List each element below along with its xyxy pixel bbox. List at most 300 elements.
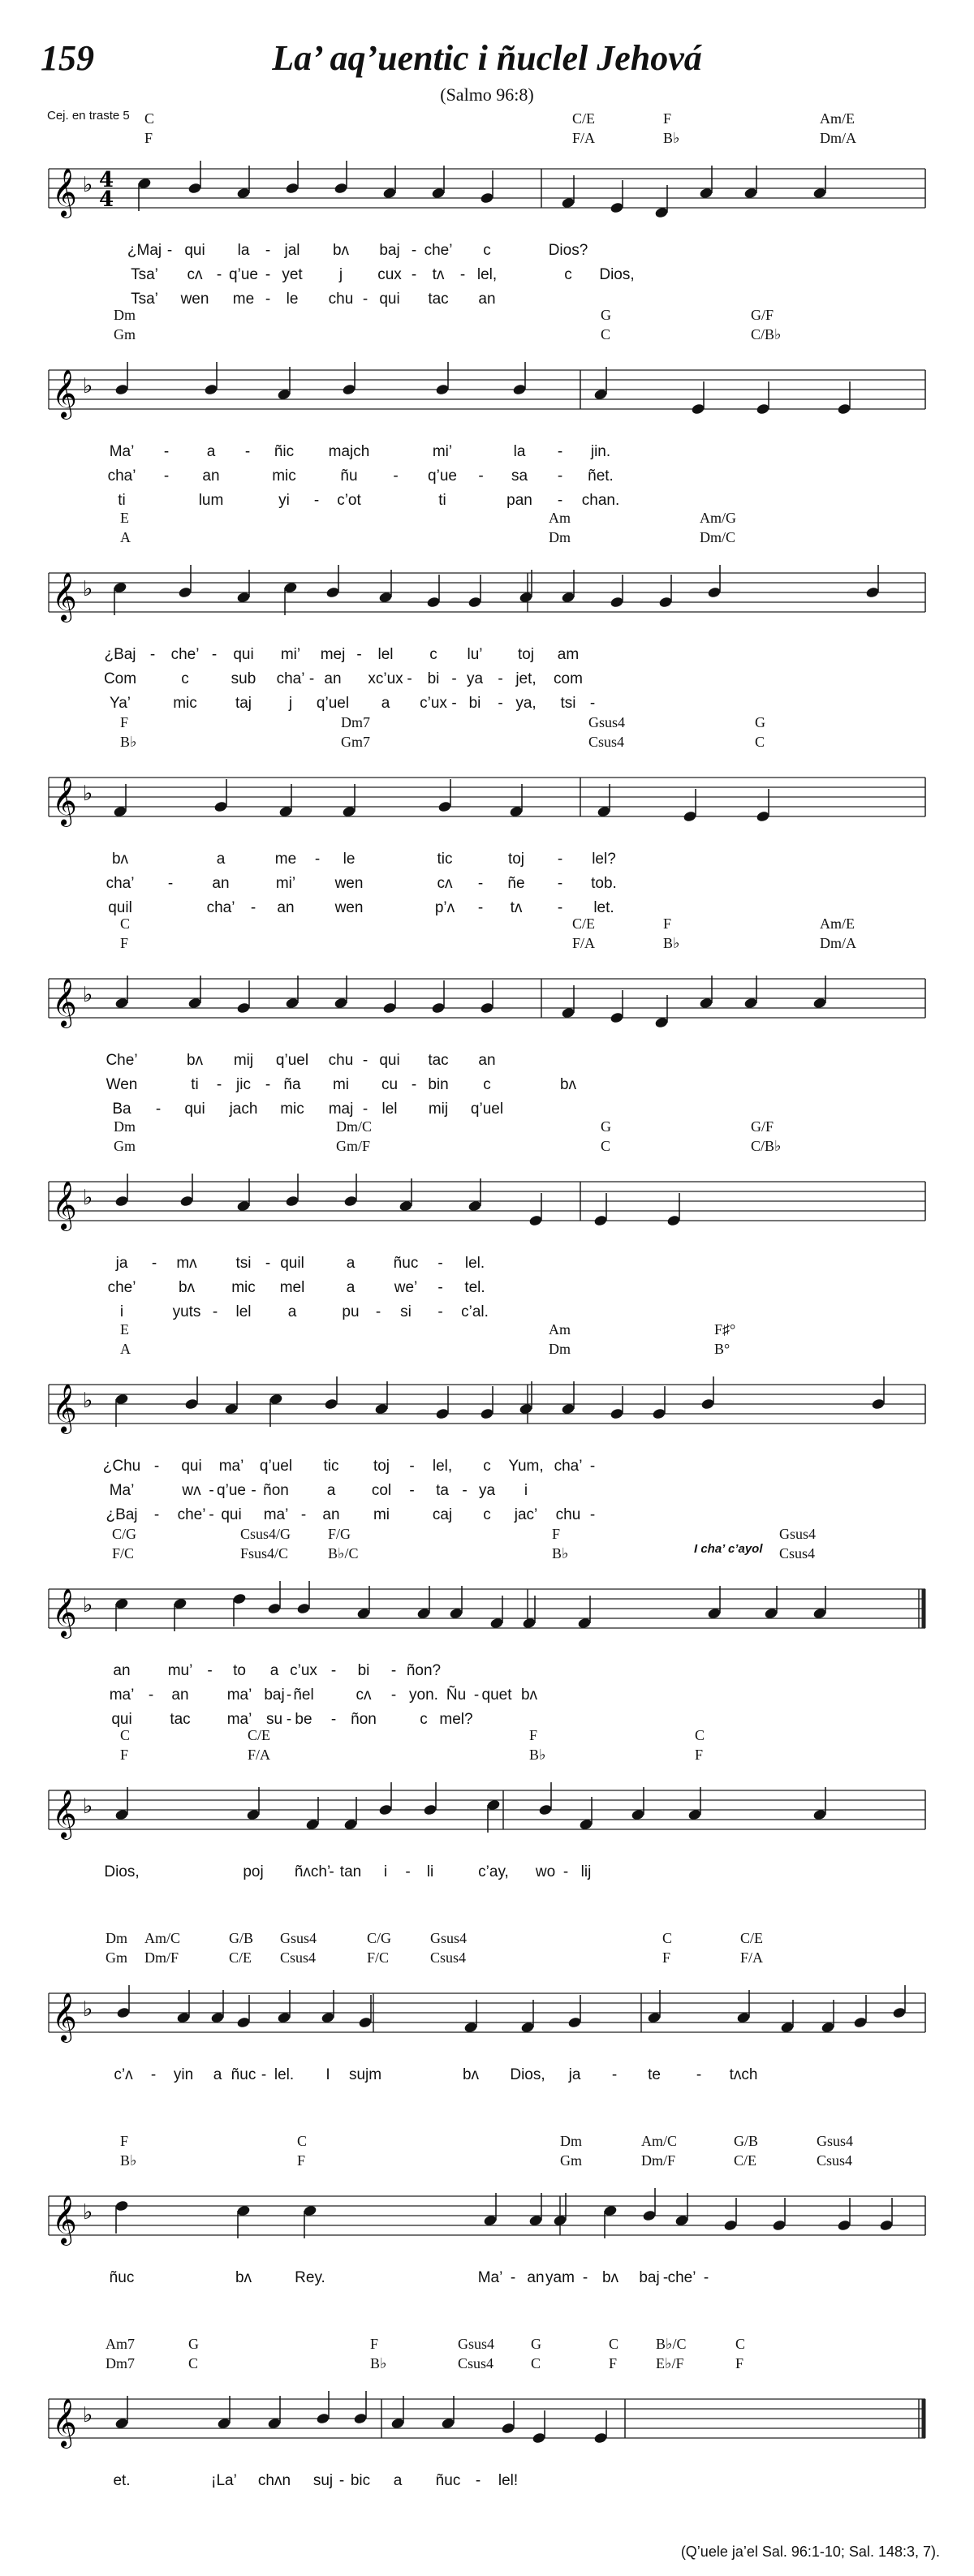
capo-chord-symbol: F/A: [572, 935, 596, 951]
lyric-syllable: ñuc: [435, 2472, 461, 2489]
lyric-syllable: caj: [432, 1506, 453, 1523]
lyric-syllable: tʌ: [510, 899, 523, 916]
chord-symbol: Dm/C: [336, 1118, 373, 1135]
chord-symbol: Dm: [560, 2133, 582, 2149]
staff: [0, 362, 974, 476]
lyric-syllable: qui: [221, 1506, 242, 1523]
lyric-syllable: mi’: [432, 443, 453, 460]
music-system: [0, 1930, 974, 2125]
capo-chord-symbol: C: [188, 2355, 199, 2371]
lyric-syllable: q’uel: [275, 1052, 309, 1069]
lyric-hyphen: -: [589, 1506, 596, 1523]
lyric-syllable: an: [527, 2269, 545, 2286]
lyric-syllable: li: [426, 1863, 434, 1880]
lyric-hyphen: -: [265, 1255, 271, 1272]
lyric-syllable: Ma’: [109, 1482, 135, 1499]
lyric-syllable: a: [206, 443, 216, 460]
chord-symbol: F: [663, 915, 672, 932]
lyric-hyphen: -: [557, 492, 563, 509]
lyric-syllable: yam: [545, 2269, 575, 2286]
capo-chord-symbol: Csus4: [280, 1949, 317, 1966]
chord-symbol: Gsus4: [458, 2336, 495, 2352]
lyric-syllable: bʌ: [235, 2269, 252, 2286]
time-signature: 4: [99, 187, 114, 212]
staff: [0, 2391, 974, 2505]
lyric-syllable: col: [371, 1482, 392, 1499]
lyric-syllable: c: [483, 1458, 491, 1475]
staff: [0, 1985, 974, 2099]
chord-symbol: F: [120, 2133, 129, 2149]
lyric-syllable: sa: [511, 467, 528, 485]
lyric-syllable: let.: [593, 899, 614, 916]
lyric-syllable: c’ʌ: [114, 2066, 133, 2083]
lyric-hyphen: -: [475, 2472, 481, 2489]
lyric-syllable: le: [286, 291, 299, 308]
capo-chord-symbol: F: [144, 130, 153, 146]
lyric-syllable: mi’: [275, 875, 296, 892]
treble-clef-icon: 𝄞: [52, 572, 77, 621]
lyric-syllable: an: [202, 467, 220, 485]
lyric-hyphen: -: [265, 242, 271, 259]
lyric-hyphen: -: [611, 2066, 618, 2083]
lyric-syllable: baj: [639, 2269, 660, 2286]
lyric-syllable: lel,: [476, 266, 498, 283]
chord-symbol: C/E: [572, 110, 596, 127]
lyric-hyphen: -: [211, 646, 218, 663]
chord-symbol: Dm: [114, 1118, 136, 1135]
capo-chord-symbol: B♭: [663, 935, 680, 951]
lyric-hyphen: -: [582, 2269, 588, 2286]
lyric-syllable: ¿Baj: [104, 646, 136, 663]
flat-key-signature-icon: ♭: [83, 374, 93, 398]
lyric-hyphen: -: [356, 646, 362, 663]
lyric-hyphen: -: [451, 670, 457, 687]
music-system: [0, 1321, 974, 1523]
chord-symbol: B♭/C: [656, 2336, 687, 2352]
lyric-syllable: lij: [580, 1863, 592, 1880]
capo-chord-symbol: B°: [714, 1341, 730, 1357]
capo-chord-symbol: B♭: [120, 2152, 137, 2169]
lyric-hyphen: -: [151, 1255, 157, 1272]
capo-chord-symbol: E♭/F: [656, 2355, 684, 2371]
capo-chord-symbol: Dm/A: [820, 935, 856, 951]
lyric-syllable: yet: [282, 266, 303, 283]
lyric-syllable: me: [274, 851, 297, 868]
lyric-hyphen: -: [313, 492, 320, 509]
lyric-syllable: ñon: [351, 1711, 377, 1728]
lyric-hyphen: -: [216, 266, 222, 283]
lyric-syllable: ñu: [340, 467, 358, 485]
capo-chord-symbol: F/C: [367, 1949, 390, 1966]
lyric-syllable: su: [265, 1711, 283, 1728]
music-system: [0, 106, 974, 308]
chord-symbol: G/F: [751, 307, 774, 323]
lyric-syllable: Dios,: [510, 2066, 545, 2083]
lyric-hyphen: -: [473, 1686, 480, 1704]
treble-clef-icon: 𝄞: [52, 1181, 77, 1230]
lyric-syllable: we’: [394, 1279, 418, 1296]
lyric-syllable: an: [277, 899, 295, 916]
lyric-syllable: yon.: [409, 1686, 438, 1704]
lyric-syllable: si: [400, 1303, 412, 1320]
chord-symbol: C: [735, 2336, 746, 2352]
lyric-syllable: a: [213, 2066, 222, 2083]
capo-chord-symbol: C/B♭: [751, 326, 782, 342]
lyric-syllable: qui: [111, 1711, 132, 1728]
capo-chord-symbol: Csus4: [588, 734, 625, 750]
lyric-syllable: Dios?: [548, 242, 588, 259]
chord-symbol: C: [609, 2336, 619, 2352]
lyric-syllable: Com: [103, 670, 137, 687]
lyric-syllable: toj: [507, 851, 525, 868]
lyric-syllable: an: [322, 1506, 340, 1523]
lyric-syllable: pan: [506, 492, 532, 509]
lyric-syllable: la: [513, 443, 526, 460]
lyric-syllable: ¿Maj: [127, 242, 162, 259]
lyric-syllable: q’uel: [470, 1101, 504, 1118]
lyric-hyphen: -: [153, 1458, 160, 1475]
lyric-syllable: bʌ: [462, 2066, 480, 2083]
lyric-syllable: Dios,: [104, 1863, 140, 1880]
lyric-syllable: qui: [233, 646, 254, 663]
capo-chord-symbol: F: [662, 1949, 671, 1966]
lyric-hyphen: -: [209, 1506, 214, 1523]
capo-chord-symbol: B♭: [529, 1747, 546, 1763]
capo-chord-symbol: Gm: [560, 2152, 582, 2169]
lyric-syllable: i: [383, 1863, 388, 1880]
lyric-syllable: q’ue: [217, 1482, 246, 1499]
lyric-syllable: mic: [173, 695, 197, 712]
lyric-syllable: jic: [236, 1076, 251, 1093]
lyric-hyphen: -: [362, 291, 368, 308]
chord-symbol: Gsus4: [817, 2133, 854, 2149]
lyric-syllable: lum: [198, 492, 224, 509]
capo-chord-symbol: Csus4: [779, 1545, 816, 1562]
lyric-syllable: q’uel: [316, 695, 350, 712]
capo-chord-symbol: C: [531, 2355, 541, 2371]
lyric-syllable: an: [113, 1662, 131, 1679]
treble-clef-icon: 𝄞: [52, 777, 77, 825]
chord-symbol: Dm: [114, 307, 136, 323]
capo-chord-symbol: Dm7: [106, 2355, 135, 2371]
lyric-syllable: cu: [381, 1076, 399, 1093]
lyric-syllable: chu: [328, 1052, 354, 1069]
music-system: [0, 510, 974, 712]
flat-key-signature-icon: ♭: [83, 1389, 93, 1413]
lyric-syllable: i: [119, 1303, 124, 1320]
lyric-syllable: mu’: [167, 1662, 193, 1679]
lyric-syllable: c: [483, 1076, 491, 1093]
chord-symbol: F: [370, 2336, 379, 2352]
capo-chord-symbol: B♭: [120, 734, 137, 750]
lyric-syllable: j: [338, 266, 343, 283]
lyric-syllable: bʌ: [520, 1686, 538, 1704]
lyric-syllable: lel?: [592, 851, 616, 868]
lyric-syllable: ñuc: [393, 1255, 419, 1272]
lyric-syllable: cʌ: [437, 875, 453, 892]
lyric-hyphen: -: [216, 1076, 222, 1093]
lyric-syllable: quet: [481, 1686, 512, 1704]
lyric-syllable: jac’: [514, 1506, 538, 1523]
lyric-hyphen: -: [375, 1303, 381, 1320]
lyric-syllable: tʌ: [432, 266, 445, 283]
chord-symbol: Dm7: [341, 714, 370, 730]
lyric-syllable: lel: [381, 1101, 398, 1118]
lyric-syllable: qui: [184, 1101, 205, 1118]
lyric-syllable: jin.: [590, 443, 611, 460]
lyric-syllable: to: [233, 1662, 246, 1679]
lyric-syllable: la: [237, 242, 250, 259]
footer-references: (Q’uele ja’el Sal. 96:1-10; Sal. 148:3, 7).: [680, 2544, 940, 2560]
capo-chord-symbol: C: [755, 734, 765, 750]
lyric-syllable: cux: [377, 266, 402, 283]
lyric-syllable: ña: [283, 1076, 301, 1093]
lyric-syllable: ma’: [109, 1686, 135, 1704]
lyric-syllable: pu: [342, 1303, 360, 1320]
lyric-hyphen: -: [362, 1052, 368, 1069]
capo-chord-symbol: Dm/A: [820, 130, 856, 146]
lyric-syllable: Che’: [106, 1052, 138, 1069]
lyric-syllable: bʌ: [186, 1052, 204, 1069]
music-system: [0, 1118, 974, 1320]
lyric-syllable: mej: [320, 646, 346, 663]
lyric-syllable: cha’: [106, 875, 135, 892]
lyric-syllable: chʌn: [257, 2472, 291, 2489]
chord-symbol: C/G: [367, 1930, 392, 1946]
lyric-syllable: q’uel: [259, 1458, 293, 1475]
capo-chord-symbol: B♭/C: [328, 1545, 359, 1562]
lyric-syllable: Rey.: [295, 2269, 325, 2286]
lyric-syllable: ja: [568, 2066, 581, 2083]
lyric-hyphen: -: [437, 1279, 443, 1296]
chord-symbol: Am: [549, 1321, 571, 1338]
lyric-hyphen: -: [166, 242, 173, 259]
lyric-syllable: che’: [177, 1506, 206, 1523]
time-signature: 4: [99, 168, 114, 192]
chord-symbol: G: [188, 2336, 199, 2352]
lyric-hyphen: -: [155, 1101, 162, 1118]
lyric-hyphen: -: [405, 1863, 411, 1880]
lyric-syllable: mi: [332, 1076, 350, 1093]
flat-key-signature-icon: ♭: [83, 1593, 93, 1618]
lyric-syllable: c: [483, 242, 491, 259]
lyric-syllable: c’ux: [420, 695, 447, 712]
lyric-syllable: yi: [278, 492, 290, 509]
chord-symbol: Am7: [106, 2336, 135, 2352]
lyric-syllable: bi: [468, 695, 481, 712]
capo-chord-symbol: F/A: [740, 1949, 764, 1966]
lyric-syllable: ñuc: [109, 2269, 135, 2286]
lyric-syllable: lu’: [467, 646, 483, 663]
lyric-syllable: ti: [118, 492, 126, 509]
hymn-number: 159: [41, 38, 94, 78]
lyric-syllable: ti: [438, 492, 446, 509]
chord-symbol: F: [663, 110, 672, 127]
lyric-hyphen: -: [265, 1076, 271, 1093]
lyric-syllable: bʌ: [332, 242, 350, 259]
capo-chord-symbol: Dm/C: [700, 529, 736, 545]
lyric-syllable: q’ue: [428, 467, 457, 485]
capo-chord-symbol: B♭: [370, 2355, 387, 2371]
chord-symbol: F: [552, 1526, 561, 1542]
capo-chord-symbol: A: [120, 1341, 131, 1357]
lyric-hyphen: -: [300, 1506, 307, 1523]
lyric-hyphen: -: [498, 670, 503, 687]
hymn-title: La’ aq’uentic i ñuclel Jehová: [272, 38, 702, 78]
lyric-syllable: ya: [466, 670, 484, 687]
lyric-hyphen: -: [390, 1686, 397, 1704]
lyric-hyphen: -: [477, 875, 484, 892]
lyric-hyphen: -: [153, 1506, 160, 1523]
chord-symbol: G: [601, 1118, 611, 1135]
lyric-hyphen: -: [150, 2066, 157, 2083]
lyric-hyphen: -: [209, 1482, 214, 1499]
capo-chord-symbol: C/B♭: [751, 1138, 782, 1154]
lyric-hyphen: -: [167, 875, 174, 892]
lyric-syllable: cha’: [554, 1458, 583, 1475]
lyric-hyphen: -: [407, 670, 412, 687]
lyric-syllable: mij: [428, 1101, 449, 1118]
lyric-hyphen: -: [265, 266, 271, 283]
lyric-syllable: bic: [350, 2472, 371, 2489]
lyric-syllable: tsi: [235, 1255, 252, 1272]
flat-key-signature-icon: ♭: [83, 2403, 93, 2427]
lyric-syllable: Wen: [106, 1076, 138, 1093]
lyric-syllable: lel: [235, 1303, 252, 1320]
treble-clef-icon: 𝄞: [52, 1790, 77, 1838]
lyric-syllable: ja: [115, 1255, 128, 1272]
lyric-hyphen: -: [703, 2269, 709, 2286]
lyric-syllable: ma’: [226, 1711, 252, 1728]
music-system: [0, 915, 974, 1118]
lyric-syllable: lel: [377, 646, 394, 663]
capo-chord-symbol: Gm7: [341, 734, 370, 750]
lyric-syllable: tac: [428, 291, 449, 308]
lyric-syllable: majch: [328, 443, 370, 460]
lyric-syllable: qui: [181, 1458, 202, 1475]
lyric-syllable: wen: [334, 875, 364, 892]
lyric-hyphen: -: [510, 2269, 516, 2286]
lyric-syllable: ñe: [507, 875, 525, 892]
lyric-syllable: a: [381, 695, 390, 712]
lyric-hyphen: -: [207, 1662, 213, 1679]
lyric-syllable: ma’: [263, 1506, 289, 1523]
lyric-hyphen: -: [589, 695, 596, 712]
chord-symbol: C/E: [740, 1930, 764, 1946]
lyric-hyphen: -: [212, 1303, 218, 1320]
lyric-syllable: lel.: [274, 2066, 295, 2083]
lyric-syllable: jet,: [515, 670, 537, 687]
lyric-hyphen: -: [330, 1662, 337, 1679]
lyric-syllable: an: [212, 875, 230, 892]
lyric-syllable: a: [346, 1279, 356, 1296]
lyric-syllable: ñon?: [406, 1662, 442, 1679]
lyric-syllable: mic: [231, 1279, 256, 1296]
lyric-syllable: xc’ux: [368, 670, 403, 687]
lyric-syllable: mel?: [439, 1711, 473, 1728]
lyric-syllable: c’ux: [290, 1662, 317, 1679]
lyric-syllable: tsi: [560, 695, 576, 712]
lyric-syllable: ¿Chu: [102, 1458, 141, 1475]
lyric-syllable: che’: [667, 2269, 696, 2286]
lyric-syllable: wen: [180, 291, 209, 308]
lyric-syllable: ya: [478, 1482, 496, 1499]
lyric-syllable: Dios,: [599, 266, 635, 283]
lyric-hyphen: -: [662, 2269, 669, 2286]
lyric-hyphen: -: [411, 266, 417, 283]
lyric-syllable: ta: [436, 1482, 449, 1499]
capo-chord-symbol: Dm/F: [144, 1949, 179, 1966]
chord-symbol: G/B: [734, 2133, 759, 2149]
capo-chord-symbol: F: [120, 935, 129, 951]
lyric-syllable: baj: [264, 1686, 285, 1704]
lyric-syllable: c: [483, 1506, 491, 1523]
staff: [0, 1581, 974, 1695]
lyric-syllable: cʌ: [187, 266, 203, 283]
chord-symbol: F: [120, 714, 129, 730]
lyric-syllable: wen: [334, 899, 364, 916]
lyric-syllable: ya,: [515, 695, 537, 712]
capo-chord-symbol: F: [735, 2355, 744, 2371]
lyric-syllable: mel: [279, 1279, 305, 1296]
capo-chord-symbol: Dm/F: [641, 2152, 676, 2169]
lyric-hyphen: -: [557, 899, 563, 916]
lyric-syllable: mi: [373, 1506, 390, 1523]
lyric-syllable: an: [171, 1686, 189, 1704]
lyric-syllable: a: [326, 1482, 336, 1499]
treble-clef-icon: 𝄞: [52, 1384, 77, 1432]
lyric-syllable: c: [564, 266, 572, 283]
lyric-hyphen: -: [308, 670, 315, 687]
music-system: [0, 1526, 974, 1728]
lyric-syllable: an: [478, 291, 496, 308]
treble-clef-icon: 𝄞: [52, 1992, 77, 2041]
lyric-syllable: an: [478, 1052, 496, 1069]
lyric-syllable: tac: [170, 1711, 191, 1728]
lyric-hyphen: -: [251, 1482, 256, 1499]
lyric-syllable: mi’: [280, 646, 301, 663]
lyric-syllable: ñet.: [588, 467, 614, 485]
capo-chord-symbol: Csus4: [458, 2355, 494, 2371]
lyric-hyphen: -: [562, 1863, 569, 1880]
lyric-syllable: c: [181, 670, 189, 687]
lyric-hyphen: -: [459, 266, 466, 283]
capo-chord-symbol: B♭: [552, 1545, 569, 1562]
chord-symbol: G/B: [229, 1930, 254, 1946]
lyric-hyphen: -: [286, 1711, 292, 1728]
lyric-hyphen: -: [393, 467, 399, 485]
chord-symbol: Am/E: [820, 110, 855, 127]
lyric-syllable: ñel: [293, 1686, 314, 1704]
chord-symbol: Am: [549, 510, 571, 526]
lyric-syllable: tac: [428, 1052, 449, 1069]
lyric-hyphen: -: [557, 851, 563, 868]
lyric-syllable: Tsa’: [131, 291, 158, 308]
lyric-hyphen: -: [286, 1686, 292, 1704]
lyric-syllable: ñuc: [231, 2066, 256, 2083]
lyric-syllable: quil: [108, 899, 132, 916]
capo-chord-symbol: F: [695, 1747, 704, 1763]
lyric-syllable: wo: [535, 1863, 556, 1880]
lyric-hyphen: -: [338, 2472, 345, 2489]
lyric-syllable: qui: [379, 291, 400, 308]
music-system: [0, 307, 974, 509]
capo-instruction: Cej. en traste 5: [47, 109, 130, 123]
music-system: [0, 2336, 974, 2531]
flat-key-signature-icon: ♭: [83, 1186, 93, 1210]
lyric-syllable: j: [288, 695, 293, 712]
chord-symbol: F♯°: [714, 1321, 736, 1338]
